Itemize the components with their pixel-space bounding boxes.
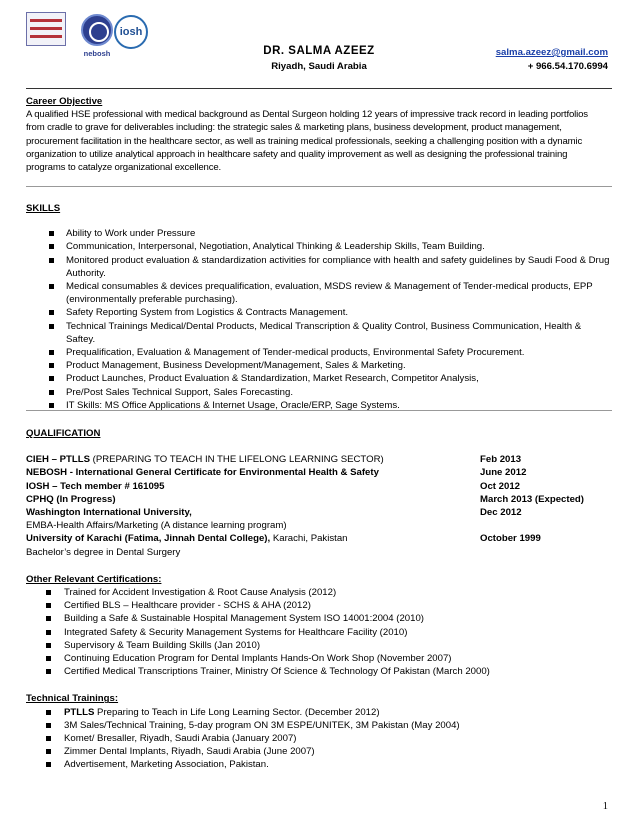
- list-item: Certified BLS – Healthcare provider - SCHS & AHA (2012): [26, 599, 612, 612]
- list-item: Technical Trainings Medical/Dental Products, Medical Transcription & Quality Control, Business Communication, Health & Saftey.: [26, 320, 612, 346]
- technical-trainings-list: [26, 706, 612, 772]
- qualification-date: October 1999: [480, 533, 541, 545]
- institute-crest-logo: [26, 12, 66, 46]
- list-item: 3M Sales/Technical Training, 5-day program ON 3M ESPE/UNITEK, 3M Pakistan (May 2004): [26, 719, 612, 732]
- career-objective-heading: Career Objective: [26, 96, 103, 107]
- qualification-row: Bachelor’s degree in Dental Surgery: [26, 546, 181, 558]
- qualification-row: CPHQ (In Progress) March 2013 (Expected): [26, 493, 584, 505]
- list-item: Communication, Interpersonal, Negotiation, Analytical Thinking & Leadership Skills, Team Building.: [26, 240, 612, 253]
- career-objective-text: A qualified HSE professional with medical background as Dental Surgeon holding 12 years of impressive track record in leading portfolios from cradle to grave for deliverables including: the strategic sales & marketing plans, business development, product management, procurement facilitation in the healthcare sector, as well as training medical professionals, seeking a challenging position with a dynamic organization to utilize analytical approach in healthcare safety and quality improvement as well as designing the professional training programs to catalyze organizational excellence.: [26, 109, 588, 174]
- list-item: Continuing Education Program for Dental Implants Hands-On Work Shop (November 2007): [26, 652, 612, 665]
- list-item: Monitored product evaluation & standardization activities for compliance with health and safety guidelines by Saudi Food & Drug Authority.: [26, 254, 612, 280]
- list-item: Product Management, Business Development/Management, Sales & Marketing.: [26, 359, 612, 372]
- qualification-date: Oct 2012: [480, 480, 521, 492]
- list-item: Ability to Work under Pressure: [26, 227, 612, 240]
- qualification-date: Dec 2012: [480, 506, 522, 518]
- list-item: PTLLS Preparing to Teach in Life Long Learning Sector. (December 2012): [26, 706, 612, 719]
- list-item: Product Launches, Product Evaluation & Standardization, Market Research, Competitor Analysis,: [26, 372, 612, 385]
- list-item: Advertisement, Marketing Association, Pakistan.: [26, 758, 612, 771]
- list-item: Building a Safe & Sustainable Hospital Management System ISO 14001:2004 (2010): [26, 612, 612, 625]
- header-divider: [26, 88, 612, 89]
- qualification-row: IOSH – Tech member # 161095 Oct 2012: [26, 480, 521, 492]
- page-number: 1: [602, 801, 608, 812]
- candidate-location: Riyadh, Saudi Arabia: [271, 61, 367, 72]
- qualification-date: March 2013 (Expected): [480, 493, 584, 505]
- list-item: Prequalification, Evaluation & Management of Tender-medical products, Environmental Safety Procurement.: [26, 346, 612, 359]
- skills-section: [26, 202, 612, 412]
- qualification-date: Feb 2013: [480, 454, 522, 466]
- list-item: Medical consumables & devices prequalification, evaluation, MSDS review & Management of Tender-medical products, EPP (environmentally preferable purchasing).: [26, 280, 612, 306]
- skills-heading: SKILLS: [26, 203, 61, 214]
- list-item: Safety Reporting System from Logistics & Contracts Management.: [26, 306, 612, 319]
- phone-number: + 966.54.170.6994: [527, 61, 608, 72]
- qualification-row: EMBA-Health Affairs/Marketing (A distance learning program): [26, 520, 287, 532]
- qualification-row: CIEH – PTLLS (PREPARING TO TEACH IN THE LIFELONG LEARNING SECTOR) Feb 2013: [26, 454, 522, 466]
- list-item: Zimmer Dental Implants, Riyadh, Saudi Arabia (June 2007): [26, 745, 612, 758]
- skills-list: [26, 227, 612, 412]
- list-item: Pre/Post Sales Technical Support, Sales Forecasting.: [26, 386, 612, 399]
- candidate-name: DR. SALMA AZEEZ: [263, 45, 375, 57]
- nebosh-globe-icon: [81, 14, 113, 46]
- section-divider: [26, 410, 612, 411]
- career-objective-section: [26, 95, 612, 174]
- qualification-heading: QUALIFICATION: [26, 428, 101, 439]
- certifications-list: [26, 586, 612, 678]
- iosh-logo: iosh: [114, 15, 148, 49]
- qualification-row: Washington International University, Dec 2012: [26, 506, 522, 518]
- list-item: Trained for Accident Investigation & Root Cause Analysis (2012): [26, 586, 612, 599]
- section-divider: [26, 186, 612, 187]
- list-item: Supervisory & Team Building Skills (Jan 2010): [26, 639, 612, 652]
- list-item: IT Skills: MS Office Applications & Internet Usage, Oracle/ERP, Sage Systems.: [26, 399, 612, 412]
- nebosh-logo: nebosh: [72, 14, 122, 62]
- list-item: Certified Medical Transcriptions Trainer, Ministry Of Science & Technology Of Pakistan (March 2000): [26, 665, 612, 678]
- qualification-section: [26, 427, 612, 772]
- qualification-row: University of Karachi (Fatima, Jinnah Dental College), Karachi, Pakistan October 1999: [26, 533, 541, 545]
- qualification-table: [26, 453, 612, 559]
- email-link[interactable]: salma.azeez@gmail.com: [495, 47, 608, 58]
- list-item: Integrated Safety & Security Management Systems for Healthcare Facility (2010): [26, 626, 612, 639]
- list-item: Komet/ Bresaller, Riyadh, Saudi Arabia (January 2007): [26, 732, 612, 745]
- technical-trainings-heading: Technical Trainings:: [26, 693, 119, 705]
- qualification-date: June 2012: [480, 467, 527, 479]
- qualification-row: NEBOSH - International General Certificate for Environmental Health & Safety June 2012: [26, 467, 527, 479]
- certifications-heading: Other Relevant Certifications:: [26, 573, 162, 585]
